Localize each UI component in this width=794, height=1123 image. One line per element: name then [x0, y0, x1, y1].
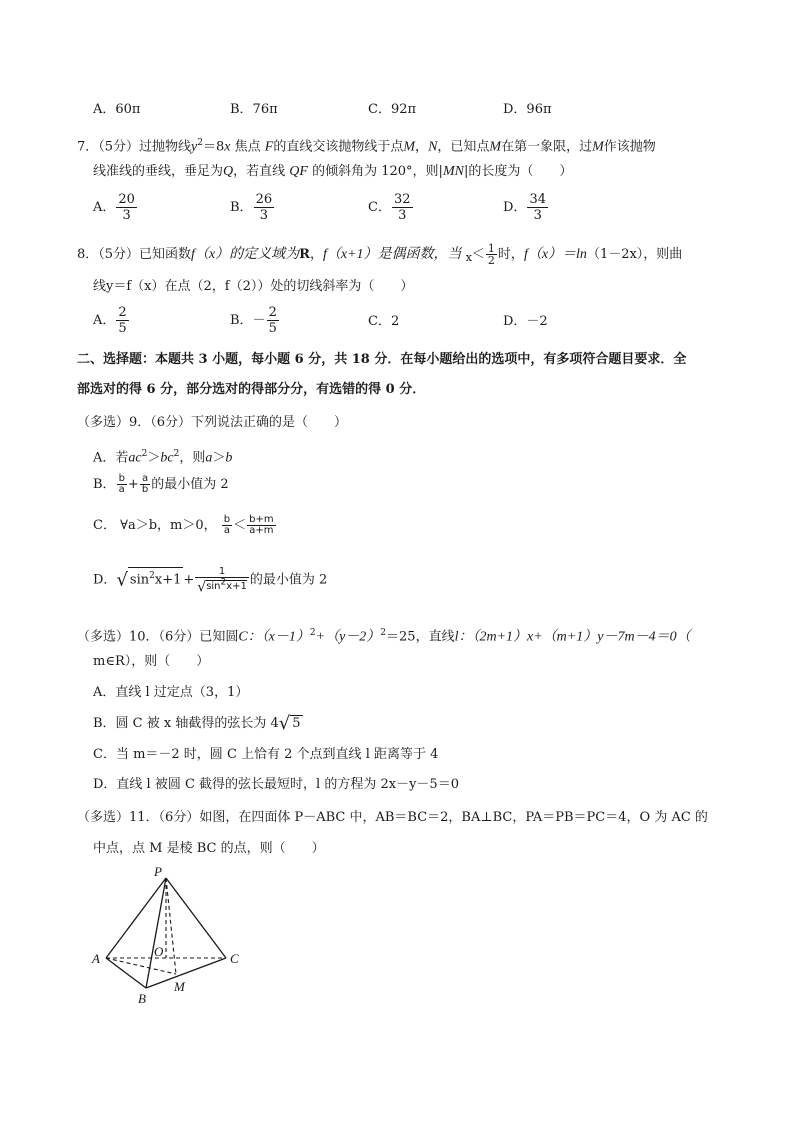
q9-option-a: A．若$ac^2>bc^2$，则a＞b — [93, 449, 233, 466]
q10-option-c: C．当 m＝－2 时，圆 C 上恰有 2 个点到直线 l 距离等于 4 — [93, 747, 439, 762]
q8-option-c: C．2 — [368, 314, 400, 329]
q8-option-a: A． $\frac{2}{5}$ — [93, 305, 127, 336]
label-b: B — [138, 991, 146, 1006]
q9-option-b: B． $\frac{b}{a}$ + $\frac{a}{b}$ 的最小值为 2 — [93, 473, 229, 495]
q7-option-a: A． $\frac{20}{3}$ — [93, 192, 135, 223]
q7-stem-line1: 7．（5分）过抛物线$y^2=8x$ 焦点 F的直线交该抛物线于点M，N，已知点M在第一象限，过M作该抛物 — [77, 138, 656, 155]
label-c: C — [230, 951, 239, 966]
q9-option-d: D．√ $\sin^2x+1$ + $\frac{1}{√\sin^2x+1}$ 的最小值为 2 — [93, 566, 328, 596]
segment-pm — [166, 878, 176, 974]
q10-stem-line2: m∈R），则（ ） — [93, 654, 210, 669]
edge-bc — [146, 958, 226, 988]
q7-stem-line2: 线准线的垂线，垂足为Q，若直线 QF 的倾斜角为 120°，则|MN|的长度为（ ） — [93, 164, 573, 179]
q11-stem-line1: （多选）11．（6分）如图，在四面体 P－ABC 中，AB＝BC＝2，BA⊥BC，PA＝PB＝PC＝4，O 为 AC 的 — [77, 810, 708, 825]
q8-stem-line1: 8．（5分）已知函数f（x）的定义域为R，f（x+1）是偶函数，当 $_x$＜ $\frac{1}{2}$ 时，f（x）＝ln（1－2x），则曲 — [77, 242, 683, 267]
q7-option-b: B． $\frac{26}{3}$ — [230, 192, 273, 223]
q6-option-d: D．96π — [503, 102, 552, 117]
q9-stem: （多选）9．（6分）下列说法正确的是（ ） — [77, 415, 348, 430]
q8-option-b: B．－ $\frac{2}{5}$ — [230, 305, 277, 336]
label-a: A — [92, 951, 100, 966]
q7-option-c: C． $\frac{32}{3}$ — [368, 192, 411, 223]
q10-stem-line1: （多选）10．（6分）已知圆C：$(x-1)^2+(y-2)^2=25$，直线l：（2m+1）x+（m+1）y－7m－4＝0（ — [77, 628, 691, 645]
q10-option-b: B．圆 C 被 x 轴截得的弦长为 4√ 5 — [93, 713, 301, 734]
label-m: M — [174, 979, 185, 994]
q8-option-d: D．－2 — [503, 314, 548, 329]
q6-option-a: A．60π — [93, 102, 141, 117]
label-p: P — [154, 864, 162, 879]
label-o: O — [154, 944, 164, 959]
edge-pc — [166, 878, 226, 958]
section2-heading-line1: 二、选择题：本题共 3 小题，每小题 6 分，共 18 分．在每小题给出的选项中，有多项符合题目要求．全 — [77, 352, 687, 367]
q7-option-d: D． $\frac{34}{3}$ — [503, 192, 546, 223]
tetrahedron-figure — [88, 862, 258, 1008]
q11-stem-line2: 中点，点 M 是棱 BC 的点，则（ ） — [93, 841, 325, 856]
q10-option-a: A．直线 l 过定点（3，1） — [93, 685, 249, 700]
q6-option-c: C．92π — [368, 102, 417, 117]
edge-ab — [106, 958, 146, 988]
section2-heading-line2: 部选对的得 6 分，部分选对的得部分分，有选错的得 0 分． — [77, 382, 426, 397]
q10-option-d: D．直线 l 被圆 C 截得的弦长最短时，l 的方程为 2x－y－5＝0 — [93, 777, 459, 792]
q8-stem-line2: 线y＝f（x）在点（2，f（2））处的切线斜率为（ ） — [93, 279, 414, 294]
q6-option-b: B．76π — [230, 102, 278, 117]
q9-option-c: C． ∀a＞b，m＞0， $\frac{b}{a}$ ＜ $\frac{b+m}{a+m}$ — [93, 514, 274, 536]
